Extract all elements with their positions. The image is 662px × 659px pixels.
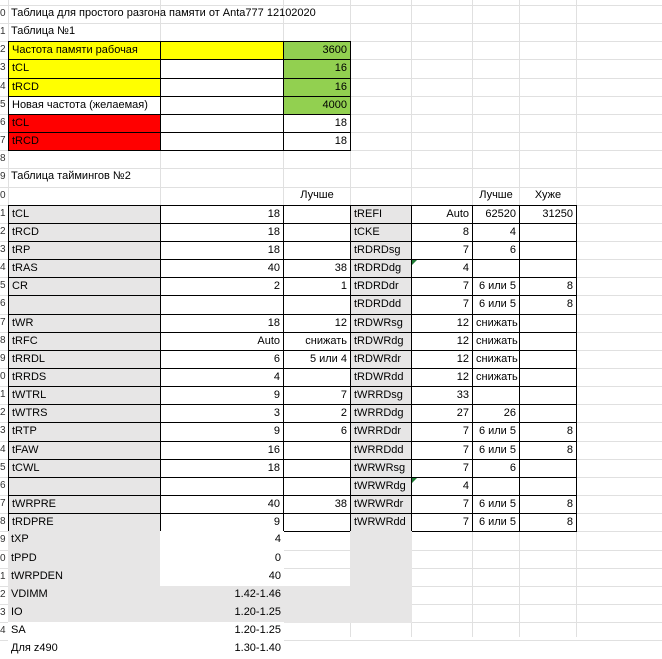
timing2-better[interactable]: снижать	[472, 332, 520, 351]
table1-label[interactable]: tRCD	[8, 132, 161, 151]
table2-header-better2[interactable]: Лучше	[479, 189, 513, 201]
timing-better[interactable]	[283, 368, 351, 387]
timing2-name[interactable]: tWRWRdg	[350, 477, 412, 496]
voltage-name[interactable]: Для z490	[8, 640, 161, 659]
timing-value[interactable]: 18	[160, 314, 284, 333]
row-number: 4	[0, 444, 6, 455]
timing2-name[interactable]: tWRWRsg	[350, 459, 412, 478]
timing-name[interactable]: tRAS	[8, 259, 161, 278]
voltage-name[interactable]: IO	[8, 604, 161, 623]
table1-value[interactable]: 16	[283, 59, 351, 79]
timing-better[interactable]	[283, 241, 351, 260]
timing2-worse[interactable]	[519, 477, 577, 496]
voltage-grey[interactable]	[350, 586, 412, 605]
timing2-better[interactable]	[472, 259, 520, 278]
timing2-value[interactable]: 7	[411, 513, 473, 532]
timing-better[interactable]	[283, 477, 351, 496]
timing-name[interactable]: tWRPRE	[8, 495, 161, 514]
timing2-name[interactable]: tRDRDdd	[350, 295, 412, 315]
timing2-name[interactable]: tRDRDdr	[350, 277, 412, 296]
table2-header-better[interactable]: Лучше	[300, 189, 334, 201]
timing2-value[interactable]: 12	[411, 368, 473, 387]
timing2-name[interactable]: tWRRDdg	[350, 404, 412, 423]
timing2-worse[interactable]	[519, 241, 577, 260]
row-number: 4	[0, 262, 6, 273]
table1-label[interactable]: tRCD	[8, 78, 161, 97]
table1-mid[interactable]	[160, 78, 284, 97]
timing-value[interactable]	[160, 477, 284, 496]
timing-name[interactable]: tRTP	[8, 422, 161, 442]
timing-name[interactable]: tCWL	[8, 459, 161, 478]
timing-better[interactable]	[283, 513, 351, 532]
timing-value[interactable]: 18	[160, 223, 284, 242]
timing2-better[interactable]: снижать	[472, 350, 520, 369]
timing-value[interactable]: 40	[160, 495, 284, 514]
voltage-grey[interactable]	[283, 604, 351, 623]
timing-name[interactable]: tWTRL	[8, 386, 161, 405]
timing-better[interactable]: снижать	[283, 332, 351, 351]
table1-mid[interactable]	[160, 41, 284, 60]
row-number: 9	[0, 171, 6, 182]
timing2-better[interactable]	[472, 386, 520, 405]
timing2-better[interactable]: снижать	[472, 368, 520, 387]
extra-value[interactable]: 40	[160, 568, 284, 587]
timing2-better[interactable]	[472, 477, 520, 496]
row-number: 2	[0, 226, 6, 237]
table1-label[interactable]: tCL	[8, 114, 161, 133]
timing2-name[interactable]: tWRRDdr	[350, 422, 412, 442]
table1-value[interactable]: 16	[283, 78, 351, 97]
timing-name[interactable]	[8, 477, 161, 496]
timing-name[interactable]: tRDPRE	[8, 513, 161, 532]
voltage-value[interactable]: 1.30-1.40	[160, 640, 284, 659]
cell-indicator-icon	[412, 478, 417, 483]
voltage-name[interactable]: VDIMM	[8, 586, 161, 605]
timing2-worse[interactable]	[519, 368, 577, 387]
timing2-value[interactable]: 33	[411, 386, 473, 405]
timing2-name[interactable]: tRDRDdg	[350, 259, 412, 278]
row-number: 5	[0, 99, 6, 110]
timing-name[interactable]: tRCD	[8, 223, 161, 242]
timing-better[interactable]	[283, 459, 351, 478]
timing2-better[interactable]: 6	[472, 241, 520, 260]
timing2-worse[interactable]	[519, 259, 577, 278]
timing-better[interactable]	[283, 223, 351, 242]
extra-value[interactable]: 0	[160, 550, 284, 569]
extra-grey[interactable]	[350, 550, 412, 569]
voltage-name[interactable]: SA	[8, 622, 161, 641]
timing-value[interactable]	[160, 295, 284, 315]
timing-better[interactable]: 38	[283, 495, 351, 514]
timing2-value[interactable]: 7	[411, 422, 473, 442]
voltage-value[interactable]: 1.20-1.25	[160, 622, 284, 641]
row-number: 1	[0, 571, 6, 582]
extra-name[interactable]: tWRPDEN	[8, 568, 161, 587]
timing-value[interactable]: 2	[160, 277, 284, 296]
timing2-better[interactable]: 6 или 5	[472, 513, 520, 532]
timing2-better[interactable]: 6 или 5	[472, 277, 520, 296]
timing2-worse[interactable]	[519, 223, 577, 242]
timing2-worse[interactable]: 8	[519, 295, 577, 315]
extra-name[interactable]: tXP	[8, 531, 161, 551]
voltage-grey[interactable]	[350, 604, 412, 623]
row-number: 7	[0, 135, 6, 146]
timing2-value[interactable]: 7	[411, 295, 473, 315]
timing-name[interactable]	[8, 295, 161, 315]
timing2-worse[interactable]: 8	[519, 495, 577, 514]
row-number: 5	[0, 462, 6, 473]
timing-value[interactable]: Auto	[160, 332, 284, 351]
timing2-value[interactable]: 7	[411, 241, 473, 260]
row-number: 2	[0, 44, 6, 55]
table1-value[interactable]: 4000	[283, 96, 351, 115]
row-number: 6	[0, 298, 6, 309]
timing-better[interactable]	[283, 295, 351, 315]
row-number: 8	[0, 516, 6, 527]
row-number: 2	[0, 407, 6, 418]
timing2-value[interactable]: Auto	[411, 205, 473, 224]
row-number: 4	[0, 81, 6, 92]
timing2-value[interactable]: 12	[411, 350, 473, 369]
timing2-name[interactable]: tCKE	[350, 223, 412, 242]
timing-name[interactable]: tFAW	[8, 441, 161, 460]
timing2-worse[interactable]: 8	[519, 422, 577, 442]
timing-value[interactable]: 18	[160, 459, 284, 478]
timing2-better[interactable]: 6 или 5	[472, 441, 520, 460]
timing2-better[interactable]: 6	[472, 459, 520, 478]
timing2-worse[interactable]	[519, 459, 577, 478]
timing-value[interactable]: 3	[160, 404, 284, 423]
extra-grey[interactable]	[350, 568, 412, 587]
sheet-title[interactable]: Таблица для простого разгона памяти от Anta777 12102020	[11, 7, 316, 19]
timing-value[interactable]: 40	[160, 259, 284, 278]
timing2-value[interactable]: 7	[411, 459, 473, 478]
timing2-worse[interactable]: 8	[519, 441, 577, 460]
extra-name[interactable]: tPPD	[8, 550, 161, 569]
timing-better[interactable]: 12	[283, 314, 351, 333]
timing2-name[interactable]: tRDWRsg	[350, 314, 412, 333]
extra-value[interactable]: 4	[160, 531, 284, 551]
row-number: 6	[0, 480, 6, 491]
timing-name[interactable]: tCL	[8, 205, 161, 224]
row-number: 0	[0, 190, 6, 201]
table1-mid[interactable]	[160, 96, 284, 115]
timing2-worse[interactable]	[519, 314, 577, 333]
timing-value[interactable]: 6	[160, 350, 284, 369]
row-number: 8	[0, 335, 6, 346]
timing2-name[interactable]: tWRRDdd	[350, 441, 412, 460]
timing2-better[interactable]: 6 или 5	[472, 295, 520, 315]
timing-value[interactable]: 16	[160, 441, 284, 460]
voltage-value[interactable]: 1.42-1.46	[160, 586, 284, 605]
timing-better[interactable]: 38	[283, 259, 351, 278]
table1-mid[interactable]	[160, 59, 284, 79]
table1-label[interactable]: Новая частота (желаемая)	[8, 96, 161, 115]
timing2-worse[interactable]	[519, 350, 577, 369]
row-number: 3	[0, 607, 6, 618]
timing2-value[interactable]: 8	[411, 223, 473, 242]
table1-value[interactable]: 18	[283, 114, 351, 133]
timing2-worse[interactable]: 31250	[519, 205, 577, 224]
timing2-better[interactable]: 4	[472, 223, 520, 242]
timing-name[interactable]: tWTRS	[8, 404, 161, 423]
row-number: 3	[0, 62, 6, 73]
timing2-name[interactable]: tWRRDsg	[350, 386, 412, 405]
table2-heading[interactable]: Таблица таймингов №2	[11, 170, 131, 182]
extra-grey[interactable]	[350, 531, 412, 551]
row-number: 1	[0, 208, 6, 219]
row-number: 1	[0, 26, 6, 37]
timing2-value[interactable]: 4	[411, 477, 473, 496]
timing-better[interactable]: 7	[283, 386, 351, 405]
timing-better[interactable]	[283, 205, 351, 224]
timing2-better[interactable]: снижать	[472, 314, 520, 333]
row-number: 4	[0, 625, 6, 636]
timing2-name[interactable]: tRDWRdg	[350, 332, 412, 351]
timing-better[interactable]	[283, 441, 351, 460]
timing-value[interactable]: 18	[160, 241, 284, 260]
timing2-value[interactable]: 27	[411, 404, 473, 423]
cell-indicator-icon	[412, 260, 417, 265]
timing2-name[interactable]: tREFI	[350, 205, 412, 224]
table1-mid[interactable]	[160, 114, 284, 133]
timing2-value[interactable]: 4	[411, 259, 473, 278]
timing-name[interactable]: CR	[8, 277, 161, 296]
timing2-value[interactable]: 12	[411, 314, 473, 333]
timing2-worse[interactable]	[519, 404, 577, 423]
table1-label[interactable]: Частота памяти рабочая	[8, 41, 161, 60]
timing-better[interactable]: 5 или 4	[283, 350, 351, 369]
timing-value[interactable]: 9	[160, 422, 284, 442]
timing2-worse[interactable]	[519, 386, 577, 405]
timing-value[interactable]: 18	[160, 205, 284, 224]
row-number: 2	[0, 589, 6, 600]
table1-mid[interactable]	[160, 132, 284, 151]
row-number: 7	[0, 498, 6, 509]
row-number: 9	[0, 534, 6, 545]
timing2-better[interactable]: 26	[472, 404, 520, 423]
timing-better[interactable]: 6	[283, 422, 351, 442]
timing2-better[interactable]: 6 или 5	[472, 422, 520, 442]
timing-name[interactable]: tRRDS	[8, 368, 161, 387]
table1-heading[interactable]: Таблица №1	[11, 25, 76, 37]
timing2-name[interactable]: tWRWRdd	[350, 513, 412, 532]
timing-better[interactable]: 1	[283, 277, 351, 296]
row-number: 1	[0, 389, 6, 400]
row-number: 3	[0, 244, 6, 255]
timing-name[interactable]: tWR	[8, 314, 161, 333]
table2-header-worse[interactable]: Хуже	[534, 189, 562, 201]
voltage-grey[interactable]	[283, 586, 351, 605]
timing-name[interactable]: tRP	[8, 241, 161, 260]
table1-label[interactable]: tCL	[8, 59, 161, 79]
timing-value[interactable]: 9	[160, 513, 284, 532]
row-number: 3	[0, 425, 6, 436]
voltage-value[interactable]: 1.20-1.25	[160, 604, 284, 623]
timing-better[interactable]: 2	[283, 404, 351, 423]
row-number: 6	[0, 117, 6, 128]
row-number: 9	[0, 353, 6, 364]
row-number: 7	[0, 317, 6, 328]
row-number: 8	[0, 153, 6, 164]
row-number: 0	[0, 553, 6, 564]
timing2-value[interactable]: 7	[411, 495, 473, 514]
row-number: 0	[0, 371, 6, 382]
timing2-value[interactable]: 12	[411, 332, 473, 351]
timing2-better[interactable]: 6 или 5	[472, 495, 520, 514]
timing2-name[interactable]: tRDWRdr	[350, 350, 412, 369]
row-number: 5	[0, 280, 6, 291]
row-number: 0	[0, 8, 6, 19]
timing2-name[interactable]: tRDWRdd	[350, 368, 412, 387]
timing2-worse[interactable]	[519, 332, 577, 351]
timing-value[interactable]: 9	[160, 386, 284, 405]
timing-name[interactable]: tRFC	[8, 332, 161, 351]
timing2-better[interactable]: 62520	[472, 205, 520, 224]
timing2-worse[interactable]: 8	[519, 513, 577, 532]
table1-value[interactable]: 18	[283, 132, 351, 151]
timing2-value[interactable]: 7	[411, 277, 473, 296]
timing2-name[interactable]: tWRWRdr	[350, 495, 412, 514]
timing2-value[interactable]: 7	[411, 441, 473, 460]
timing2-name[interactable]: tRDRDsg	[350, 241, 412, 260]
timing2-worse[interactable]: 8	[519, 277, 577, 296]
timing-name[interactable]: tRRDL	[8, 350, 161, 369]
table1-value[interactable]: 3600	[283, 41, 351, 60]
timing-value[interactable]: 4	[160, 368, 284, 387]
